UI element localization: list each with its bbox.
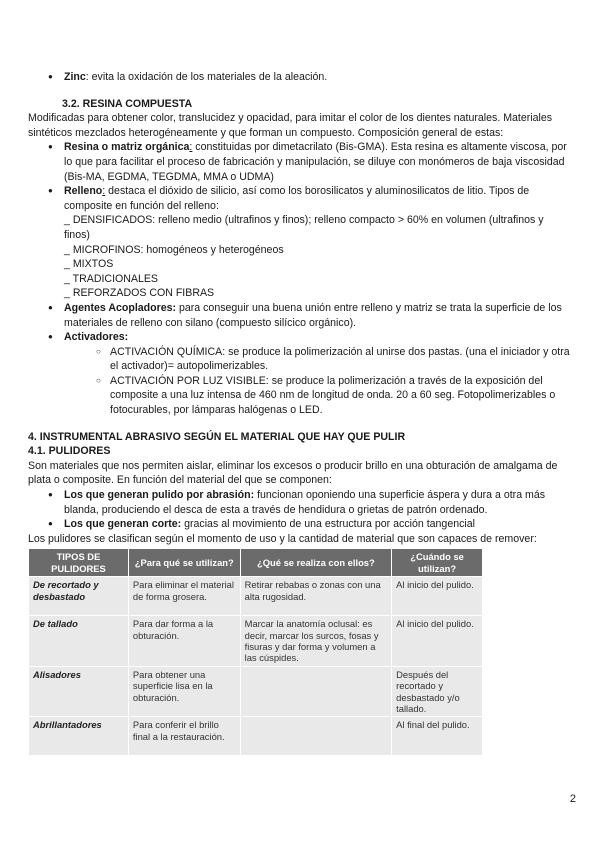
table-cell: Retirar rebabas o zonas con una alta rugosidad. — [240, 577, 392, 616]
relleno-type: _ MIXTOS — [64, 258, 114, 271]
table-header-cell: TIPOS DE PULIDORES — [29, 549, 129, 577]
relleno-text: destaca el dióxido de silicio, así como los borosilicatos y aluminosilicatos de litio. Tipos de composite en función del relleno: — [64, 185, 530, 212]
matriz-colon: : — [189, 141, 193, 154]
pulidores-intro: Son materiales que nos permiten aislar, eliminar los excesos o producir brillo en una obturación de amalgama de plata o composite. En función del material del que se componen: — [28, 459, 558, 487]
relleno-colon: : — [102, 185, 106, 198]
document-page — [28, 70, 572, 756]
table-header-cell: ¿Para qué se utilizan? — [128, 549, 240, 577]
subsection-heading-pulidores: 4.1. PULIDORES — [28, 445, 111, 458]
list-item-relleno — [28, 184, 572, 213]
table-cell: Para conferir el brillo final a la restauración. — [128, 717, 240, 756]
section-heading-resina: 3.2. RESINA COMPUESTA — [62, 97, 193, 110]
section-heading-instrumental: 4. INSTRUMENTAL ABRASIVO SEGÚN EL MATERIAL QUE HAY QUE PULIR — [28, 430, 406, 443]
zinc-label: Zinc — [64, 71, 86, 83]
table-cell: Alisadores — [29, 666, 129, 717]
table-row — [29, 616, 483, 667]
table-cell: Al final del pulido. — [392, 717, 483, 756]
table-header-cell: ¿Qué se realiza con ellos? — [240, 549, 392, 577]
bullet-icon: ● — [48, 186, 53, 196]
acopladores-label: Agentes Acopladores: — [64, 301, 177, 314]
abrasion-text: funcionan oponiendo una superficie áspera y dura a otra más blanda, produciendo el desca de esta a través de hendidura o grietas de patrón ordenado. — [64, 489, 546, 516]
list-item-activadores — [28, 330, 572, 345]
table-header-row — [29, 549, 483, 577]
table-cell: Para eliminar el material de forma grosera. — [128, 577, 240, 616]
matriz-label: Resina o matriz orgánica — [64, 141, 190, 154]
table-cell — [240, 717, 392, 756]
corte-label: Los que generan corte: — [64, 518, 182, 531]
activacion-quimica-text: ACTIVACIÓN QUÍMICA: se produce la polimerización al unirse dos pastas. (una el iniciador y otra el activador)= autopolimerizables. — [110, 345, 570, 373]
sub-item-activacion-quimica — [28, 345, 572, 374]
relleno-type: _ REFORZADOS CON FIBRAS — [64, 287, 215, 300]
table-cell: De recortado y desbastado — [29, 577, 129, 616]
table-header-cell: ¿Cuándo se utilizan? — [392, 549, 483, 577]
table-cell: Al inicio del pulido. — [392, 616, 483, 667]
list-item-corte — [28, 517, 572, 532]
bullet-icon: ● — [48, 72, 53, 81]
table-cell: Para dar forma a la obturación. — [128, 616, 240, 667]
page-number: 2 — [569, 793, 576, 805]
list-item-zinc — [28, 70, 572, 85]
sub-item-activacion-luz — [28, 374, 572, 418]
activadores-label: Activadores: — [64, 331, 129, 344]
table-cell: Para obtener una superficie lisa en la obturación. — [128, 666, 240, 717]
table-row — [29, 717, 483, 756]
activacion-luz-text: ACTIVACIÓN POR LUZ VISIBLE: se produce la polimerización a través de la exposición del composite a una luz intensa de 460 nm de longitud de onda. 20 a 60 seg. Fotopolimerizables o fotocurables, por lámparas halógenas o LED. — [110, 374, 556, 417]
relleno-type: _ MICROFINOS: homogéneos y heterogéneos — [64, 243, 284, 256]
circle-bullet-icon: ○ — [96, 346, 101, 356]
table-cell: Después del recortado y desbastado y/o tallado. — [392, 666, 483, 717]
table-cell — [240, 666, 392, 717]
corte-text: gracias al movimiento de una estructura por acción tangencial — [181, 518, 475, 531]
bullet-icon: ● — [48, 490, 53, 500]
table-cell: Al inicio del pulido. — [392, 577, 483, 616]
table-cell: De tallado — [29, 616, 129, 667]
relleno-type: _ TRADICIONALES — [64, 272, 158, 285]
bullet-icon: ● — [48, 302, 53, 312]
list-item-acopladores — [28, 301, 572, 330]
list-item-matriz — [28, 140, 572, 184]
bullet-icon: ● — [48, 142, 53, 152]
clasificacion-text: Los pulidores se clasifican según el momento de uso y la cantidad de material que son capaces de remover: — [28, 532, 537, 545]
table-row — [29, 666, 483, 717]
table-row — [29, 577, 483, 616]
table-cell: Marcar la anatomía oclusal: es decir, marcar los surcos, fosas y fisuras y dar forma y volumen a las cúspides. — [240, 616, 392, 667]
relleno-type: _ DENSIFICADOS: relleno medio (ultrafinos y finos); relleno compacto > 60% en volumen (ultrafinos y finos) — [64, 214, 544, 241]
zinc-text: : evita la oxidación de los materiales de la aleación. — [85, 71, 328, 83]
bullet-icon: ● — [48, 332, 53, 342]
circle-bullet-icon: ○ — [96, 375, 101, 385]
list-item-abrasion — [28, 488, 572, 517]
bullet-icon: ● — [48, 519, 53, 529]
table-cell: Abrillantadores — [29, 717, 129, 756]
abrasion-label: Los que generan pulido por abrasión: — [64, 489, 255, 502]
resina-intro: Modificadas para obtener color, translucidez y opacidad, para imitar el color de los dientes naturales. Materiales sintéticos mezclados heterogéneamente y que forman un compuesto. Composición general de estas: — [28, 112, 553, 139]
matriz-text: constituidas por dimetacrilato (Bis-GMA). Esta resina es altamente viscosa, por lo que para facilitar el proceso de fabricación y manipulación, se diluye con monómeros de baja viscosidad (Bis-MA, EGDMA, TEGDMA, MMA o UDMA) — [64, 141, 567, 183]
relleno-label: Relleno — [64, 185, 103, 198]
pulidores-table — [28, 548, 483, 756]
acopladores-text: para conseguir una buena unión entre relleno y matriz se trata la superficie de los materiales de relleno con silano (compuesto silícico orgánico). — [64, 301, 562, 329]
